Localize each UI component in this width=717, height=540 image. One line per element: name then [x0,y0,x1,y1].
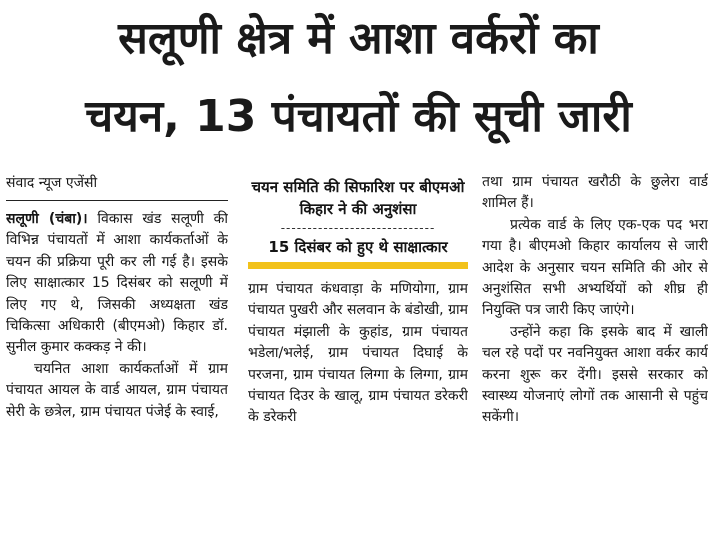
article-column-3 [482,172,708,540]
article-column-2 [248,172,468,540]
byline: संवाद न्यूज एजेंसी [6,172,228,201]
paragraph-4: तथा ग्राम पंचायत खरौठी के छुलेरा वार्ड शामिल हैं। [482,174,708,212]
subheading-2: 15 दिसंबर को हुए थे साक्षात्कार [268,238,448,256]
paragraph-1-text: विकास खंड सलूणी की विभिन्न पंचायतों में आशा कार्यकर्ताओं के चयन की प्रक्रिया पूरी कर ली गई है। इसके लिए साक्षात्कार 15 दिसंबर को सलूणी में लिए गए थे, जिसकी अध्यक्षता खंड चिकित्सा अधिकारी (बीएमओ) किहार डॉ. सुनील कुमार कक्कड़ ने की। [6,211,228,356]
headline-line-1: सलूणी क्षेत्र में आशा वर्करों का [118,13,599,64]
accent-bar [248,262,468,269]
article-column-1 [6,172,228,540]
headline-line-2: चयन, 13 पंचायतों की सूची जारी [85,91,632,142]
paragraph-3: ग्राम पंचायत कंधवाड़ा के मणियोगा, ग्राम पंचायत पुखरी और सलवान के बंडोखी, ग्राम पंचायत मंझाली के कुहांड, ग्राम पंचायत भडेला/भलेई, ग्राम पंचायत दिघाई के परजना, ग्राम पंचायत लिग्गा के लिग्गा, ग्राम पंचायत दिउर के खालू, ग्राम पंचायत डरेकरी के डरेकरी [248,281,468,426]
headline [0,0,717,168]
paragraph-1 [6,209,228,359]
dateline: सलूणी (चंबा)। [6,211,88,227]
subheading-1: चयन समिति की सिफारिश पर बीएमओ किहार ने की अनुशंसा [251,178,465,218]
paragraph-6: उन्होंने कहा कि इसके बाद में खाली चल रहे पदों पर नवनियुक्त आशा वर्कर कार्य करना शुरू कर देंगी। इससे सरकार को स्वास्थ्य योजनाएं लोगों तक आसानी से पहुंच सकेंगी। [482,323,708,426]
paragraph-5: प्रत्येक वार्ड के लिए एक-एक पद भरा गया है। बीएमओ किहार कार्यालय से जारी आदेश के अनुसार चयन समिति की ओर से अनुशंसित सभी अभ्यर्थियों को शीघ्र ही नियुक्ति पत्र जारी किए जाएंगे। [482,216,708,319]
paragraph-2: चयनित आशा कार्यकर्ताओं में ग्राम पंचायत आयल के वार्ड आयल, ग्राम पंचायत सेरी के छत्रेल, ग्राम पंचायत पंजेई के स्वाई, [6,360,228,420]
dashed-separator: ----------------------------- [280,221,436,235]
